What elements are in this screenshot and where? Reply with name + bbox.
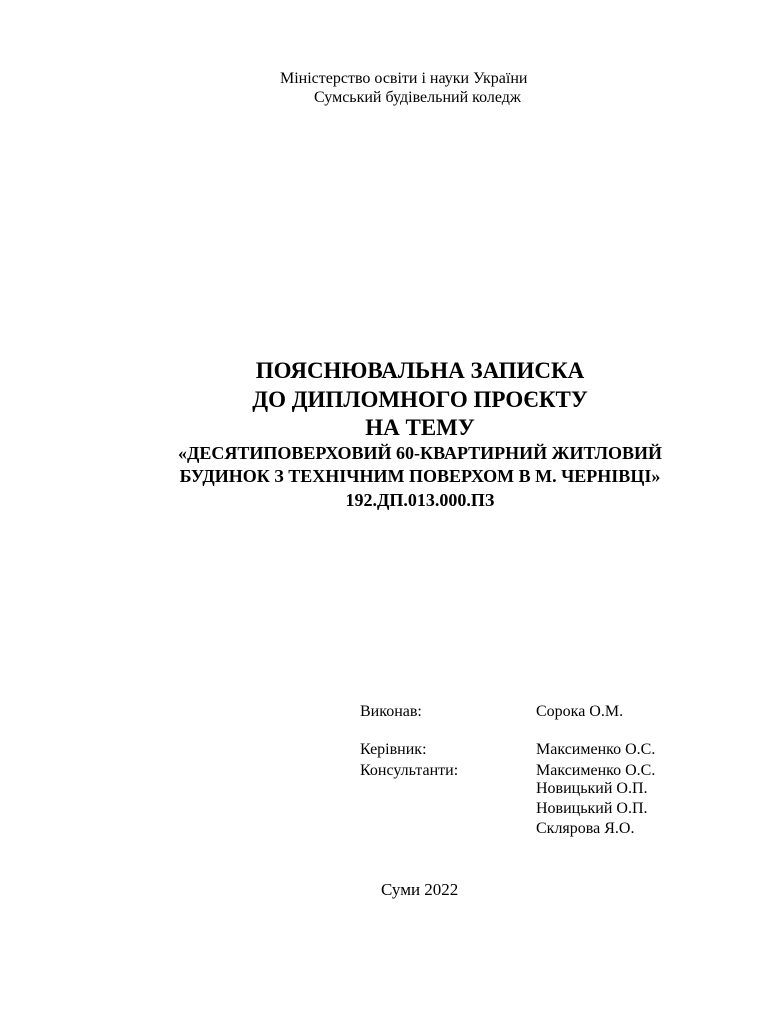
college-name: Сумський будівельний коледж bbox=[314, 89, 521, 106]
document-title-line-1: ПОЯСНЮВАЛЬНА ЗАПИСКА bbox=[255, 358, 585, 383]
consultant-name: Новицький О.П. bbox=[536, 780, 648, 797]
ministry-name: Міністерство освіти і науки України bbox=[280, 70, 528, 87]
consultant-name: Склярова Я.О. bbox=[536, 820, 635, 837]
city-year: Суми 2022 bbox=[381, 880, 459, 899]
consultant-name: Новицький О.П. bbox=[536, 800, 648, 817]
document-code: 192.ДП.013.000.ПЗ bbox=[345, 490, 495, 510]
performed-name: Сорока О.М. bbox=[536, 703, 624, 720]
consultant-name: Максименко О.С. bbox=[536, 762, 656, 779]
supervisor-name: Максименко О.С. bbox=[536, 741, 656, 758]
topic-line-1: «ДЕСЯТИПОВЕРХОВИЙ 60-КВАРТИРНИЙ ЖИТЛОВИЙ bbox=[177, 443, 662, 463]
document-title-line-3: НА ТЕМУ bbox=[365, 415, 475, 440]
topic-line-2: БУДИНОК З ТЕХНІЧНИМ ПОВЕРХОМ В М. ЧЕРНІВЦІ» bbox=[179, 466, 661, 486]
performed-label: Виконав: bbox=[360, 703, 422, 720]
document-title-line-2: ДО ДИПЛОМНОГО ПРОЄКТУ bbox=[252, 387, 588, 412]
consultants-label: Консультанти: bbox=[360, 762, 459, 779]
supervisor-label: Керівник: bbox=[360, 741, 427, 758]
